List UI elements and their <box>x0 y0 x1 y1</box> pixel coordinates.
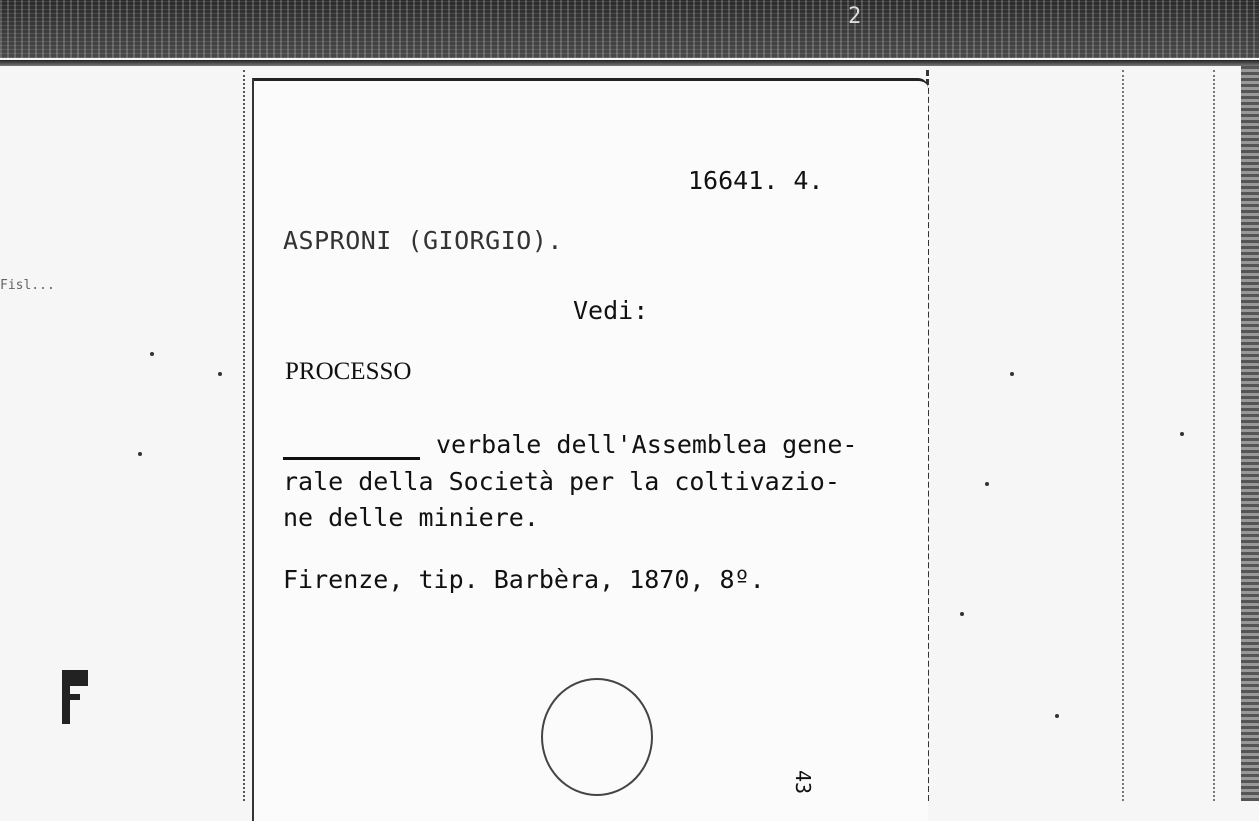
speck <box>1180 432 1184 436</box>
left-card-edge <box>243 70 245 801</box>
see-reference-label: Vedi: <box>573 296 649 325</box>
scan-top-band <box>0 0 1259 58</box>
author-heading: ASPRONI (GIORGIO). <box>283 226 563 255</box>
scan-right-edge <box>1241 66 1259 801</box>
description-line-3: ne delle miniere. <box>283 503 539 532</box>
speck <box>1010 372 1014 376</box>
title-heading: PROCESSO <box>285 358 412 385</box>
next-card-edge <box>1122 70 1124 801</box>
side-number: 43 <box>791 770 815 795</box>
imprint-line: Firenze, tip. Barbèra, 1870, 8º. <box>283 565 765 594</box>
margin-scribble: Fisl... <box>0 278 55 293</box>
speck <box>150 352 154 356</box>
flag-stamp-icon <box>60 666 90 726</box>
speck <box>1055 714 1059 718</box>
description-line-2: rale della Società per la coltivazio- <box>283 467 840 496</box>
speck <box>960 612 964 616</box>
speck <box>138 452 142 456</box>
catalog-number: 16641. 4. <box>688 166 824 195</box>
punch-hole <box>541 678 653 796</box>
scan-top-edge <box>0 60 1259 66</box>
title-repeat-dash <box>283 457 420 460</box>
far-card-edge <box>1213 70 1215 801</box>
page-digit: 2 <box>848 4 862 29</box>
speck <box>218 372 222 376</box>
description-line-1: verbale dell'Assemblea gene- <box>436 430 858 459</box>
speck <box>985 482 989 486</box>
